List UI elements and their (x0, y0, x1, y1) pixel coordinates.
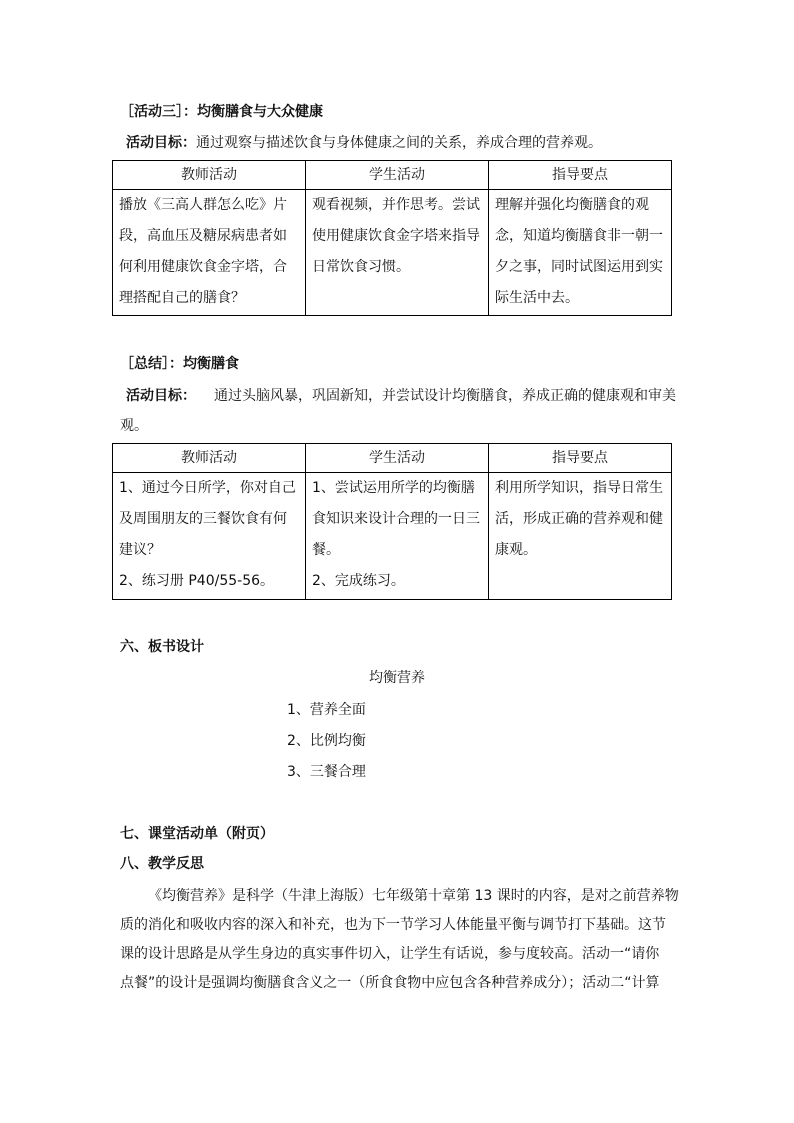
paragraph-line: 点餐”的设计是强调均衡膳食含义之一（所食食物中应包含各种营养成分）；活动二“计算 (120, 975, 660, 991)
board-item: 3、三餐合理 (287, 764, 366, 780)
header-guide: 指导要点 (489, 444, 672, 473)
paragraph-line: 《均衡营养》是科学（牛津上海版）七年级第十章第 13 课时的内容，是对之前营养物 (148, 888, 679, 904)
summary-goal-label: 活动目标： (126, 388, 196, 404)
cell-line: 理搭配自己的膳食？ (119, 290, 245, 306)
cell-line: 理解并强化均衡膳食的观 (495, 197, 649, 213)
summary-goal-continued: 观。 (120, 418, 148, 434)
section7-title: 七、课堂活动单（附页） (120, 826, 274, 842)
activity3-table (112, 160, 672, 316)
table-row (113, 473, 672, 600)
table-header-row (113, 444, 672, 473)
cell-line: 康观。 (495, 542, 537, 558)
header-teacher: 教师活动 (113, 444, 306, 473)
cell-line: 际生活中去。 (495, 290, 579, 306)
teacher-cell (113, 190, 306, 316)
paragraph-line: 质的消化和吸收内容的深入和补充，也为下一节学习人体能量平衡与调节打下基础。这节 (120, 917, 666, 933)
board-item: 1、营养全面 (287, 702, 366, 718)
reflection-paragraph (120, 882, 680, 998)
cell-line: 食知识来设计合理的一日三 (312, 511, 480, 527)
table-header-row (113, 161, 672, 190)
table-row (113, 190, 672, 316)
header-student: 学生活动 (306, 161, 489, 190)
cell-line: 播放《三高人群怎么吃》片 (119, 197, 287, 213)
teacher-cell (113, 473, 306, 600)
section8-title: 八、教学反思 (120, 856, 204, 872)
cell-line: 使用健康饮食金字塔来指导 (312, 228, 480, 244)
header-guide: 指导要点 (489, 161, 672, 190)
cell-line: 夕之事，同时试图运用到实 (495, 259, 663, 275)
cell-line: 利用所学知识，指导日常生 (495, 480, 663, 496)
cell-line: 观看视频，并作思考。尝试 (312, 197, 480, 213)
header-student: 学生活动 (306, 444, 489, 473)
summary-goal (126, 386, 676, 406)
paragraph-line: 课的设计思路是从学生身边的真实事件切入，让学生有话说，参与度较高。活动一“请你 (120, 946, 660, 962)
cell-line: 1、尝试运用所学的均衡膳 (312, 480, 475, 496)
summary-title: ［总结］：均衡膳食 (120, 356, 239, 372)
summary-table (112, 443, 672, 600)
guide-cell (489, 473, 672, 600)
cell-line: 建议？ (119, 542, 161, 558)
cell-line: 何利用健康饮食金字塔，合 (119, 259, 287, 275)
cell-line: 念，知道均衡膳食非一朝一 (495, 228, 663, 244)
activity3-goal-text: 通过观察与描述饮食与身体健康之间的关系，养成合理的营养观。 (196, 135, 602, 151)
guide-cell (489, 190, 672, 316)
cell-line: 段，高血压及糖尿病患者如 (119, 228, 287, 244)
student-cell (306, 473, 489, 600)
board-title: 均衡营养 (369, 670, 425, 686)
cell-line: 及周围朋友的三餐饮食有何 (119, 511, 287, 527)
cell-line: 日常饮食习惯。 (312, 259, 410, 275)
cell-line: 1、通过今日所学，你对自己 (119, 480, 296, 496)
cell-line: 餐。 (312, 542, 340, 558)
activity3-goal-label: 活动目标： (126, 135, 196, 151)
activity3-title: ［活动三］：均衡膳食与大众健康 (120, 104, 323, 120)
cell-line: 活，形成正确的营养观和健 (495, 511, 663, 527)
board-item: 2、比例均衡 (287, 733, 366, 749)
activity3-goal (126, 133, 602, 153)
summary-goal-text: 通过头脑风暴，巩固新知，并尝试设计均衡膳食，养成正确的健康观和审美 (214, 388, 676, 404)
cell-line: 2、练习册 P40/55-56。 (119, 573, 275, 589)
section6-title: 六、板书设计 (120, 639, 204, 655)
cell-line: 2、完成练习。 (312, 573, 405, 589)
header-teacher: 教师活动 (113, 161, 306, 190)
student-cell (306, 190, 489, 316)
